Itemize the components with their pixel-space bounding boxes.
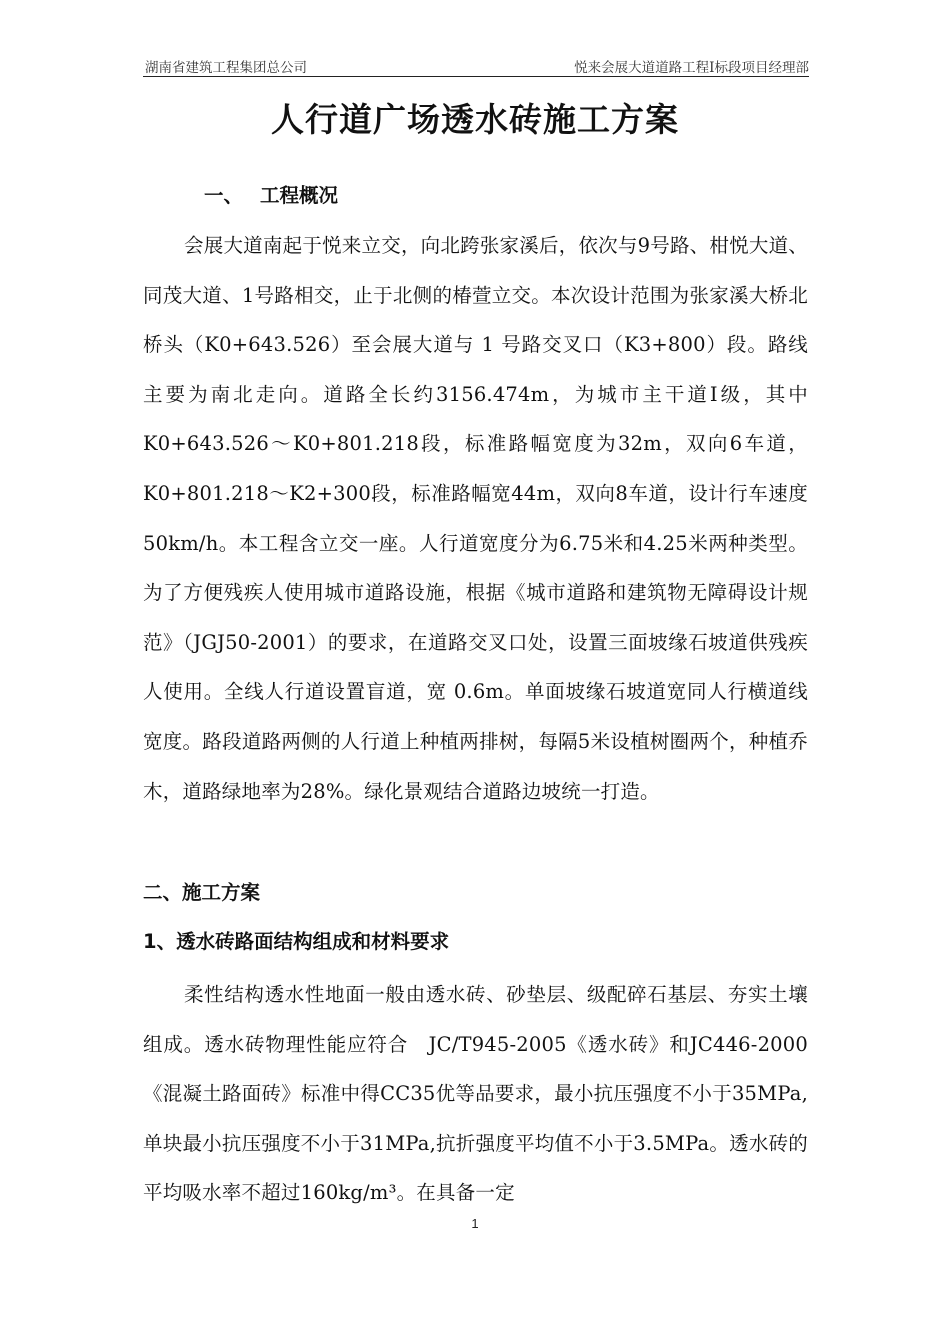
overview-paragraph: 会展大道南起于悦来立交，向北跨张家溪后，依次与9号路、柑悦大道、同茂大道、1号路相交，止于北侧的椿萱立交。本次设计范围为张家溪大桥北桥头（K0+643.526）至会展大道与 1 号路交叉口（K3+800）段。路线主要为南北走向。道路全长约3156.474m，为城市主干道Ⅰ级，其中K0+643.526～K0+801.218段，标准路幅宽度为32m，双向6车道，K0+801.218～K2+300段，标准路幅宽44m，双向8车道，设计行车速度50km/h。本工程含立交一座。人行道宽度分为6.75米和4.25米两种类型。为了方便残疾人使用城市道路设施，根据《城市道路和建筑物无障碍设计规范》（JGJ50-2001）的要求，在道路交叉口处，设置三面坡缘石坡道供残疾人使用。全线人行道设置盲道，宽 0.6m。单面坡缘石坡道宽同人行横道线宽度。路段道路两侧的人行道上种植两排树，每隔5米设植树圈两个，种植乔木，道路绿地率为28%。绿化景观结合道路边坡统一打造。 [143, 234, 808, 803]
section-number: 一、 [204, 184, 244, 207]
page-number: 1 [471, 1216, 479, 1231]
page-header [143, 52, 809, 77]
header-department: 悦来会展大道道路工程Ⅰ标段项目经理部 [574, 60, 809, 76]
header-company: 湖南省建筑工程集团总公司 [145, 60, 307, 76]
section-heading-overview [204, 181, 338, 211]
section-title: 工程概况 [260, 184, 339, 207]
section-heading-construction-plan: 二、施工方案 [143, 881, 261, 904]
materials-paragraph: 柔性结构透水性地面一般由透水砖、砂垫层、级配碎石基层、夯实土壤组成。透水砖物理性能应符合 JC/T945-2005《透水砖》和JC446-2000《混凝土路面砖》标准中得CC35优等品要求，最小抗压强度不小于35MPa,单块最小抗压强度不小于31MPa,抗折强度平均值不小于3.5MPa。透水砖的平均吸水率不超过160kg/m³。在具备一定 [143, 983, 808, 1205]
document-title: 人行道广场透水砖施工方案 [271, 100, 679, 139]
subsection-heading-structure-materials: 1、透水砖路面结构组成和材料要求 [143, 930, 450, 953]
